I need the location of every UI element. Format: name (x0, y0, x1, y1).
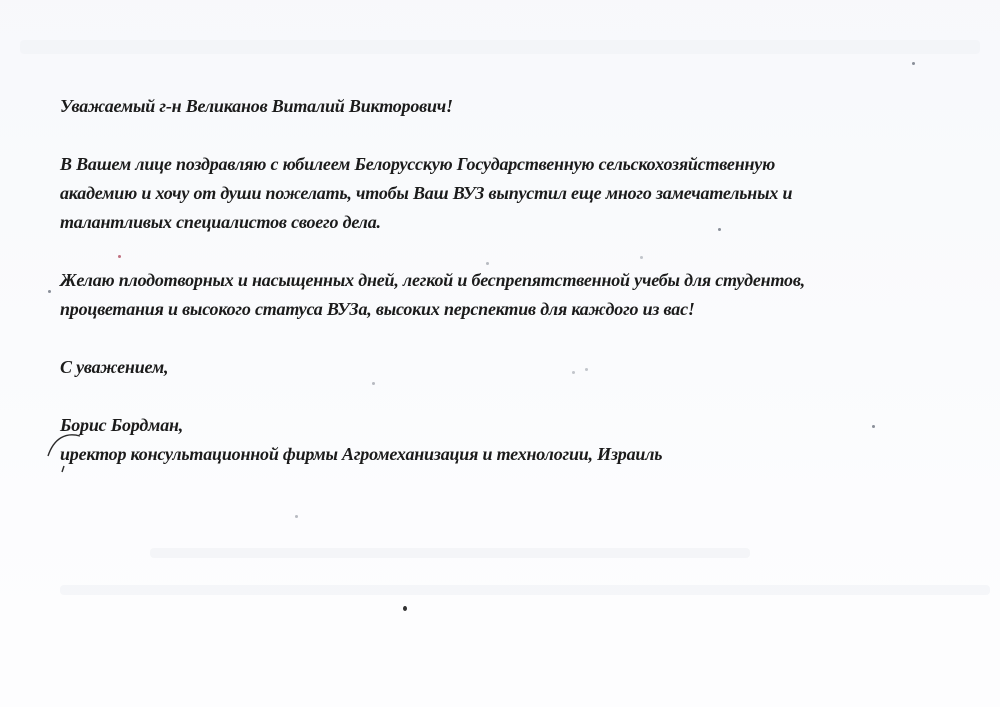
congratulation-line: В Вашем лице поздравляю с юбилеем Белорусскую Государственную сельскохозяйственную (60, 154, 776, 174)
scan-speck (912, 62, 915, 65)
signer-title: иректор консультационной фирмы Агромеханизация и технологии, Израиль (60, 444, 663, 464)
congratulation-line: талантливых специалистов своего дела. (60, 212, 381, 232)
scan-speck (295, 515, 298, 518)
letter-body (60, 92, 960, 469)
salutation: Уважаемый г-н Великанов Виталий Викторович! (60, 96, 453, 116)
show-through-line (60, 585, 990, 595)
wishes-line: Желаю плодотворных и насыщенных дней, легкой и беспрепятственной учебы для студентов, (60, 270, 805, 290)
congratulation-line: академию и хочу от души пожелать, чтобы Ваш ВУЗ выпустил еще много замечательных и (60, 183, 793, 203)
show-through-line (150, 548, 750, 558)
show-through-line (20, 40, 980, 54)
scan-speck (403, 606, 407, 611)
scan-speck (48, 290, 51, 293)
wishes-line: процветания и высокого статуса ВУЗа, высоких перспектив для каждого из вас! (60, 299, 695, 319)
signer-name: Борис Бордман, (60, 415, 184, 435)
closing: С уважением, (60, 357, 169, 377)
